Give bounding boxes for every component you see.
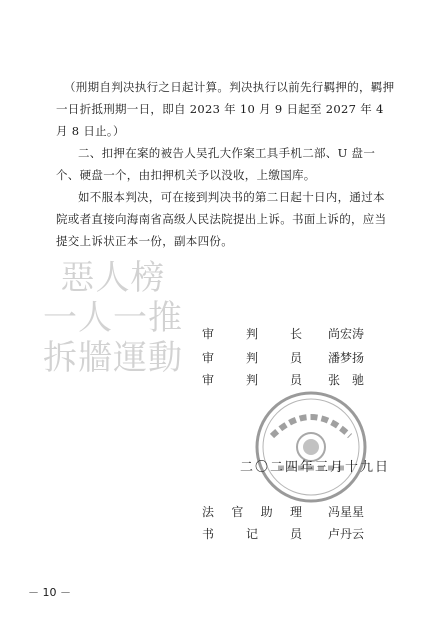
role-label (202, 524, 302, 544)
role-char: 判 (245, 373, 258, 387)
role-char: 长 (289, 327, 302, 341)
signer-name: 尚宏涛 (328, 327, 365, 341)
signer-name: 潘梦扬 (328, 351, 365, 365)
watermark-line-3: 拆牆運動 (43, 338, 183, 378)
signer-name: 张 驰 (328, 373, 365, 387)
role-char: 审 (202, 373, 215, 387)
watermark-line-2: 一人一推 (43, 298, 183, 338)
confiscation-paragraph: 二、扣押在案的被告人吴孔大作案工具手机二部、U 盘一个、硬盘一个，由扣押机关予以没收，上缴国库。 (56, 145, 376, 182)
role-char: 理 (289, 505, 302, 519)
role-label (202, 502, 302, 522)
role-char: 员 (289, 527, 302, 541)
role-char: 审 (202, 327, 215, 341)
signer-name: 冯星星 (328, 505, 365, 519)
role-char: 书 (202, 527, 215, 541)
appeal-paragraph: 如不服本判决，可在接到判决书的第二日起十日内，通过本院或者直接向海南省高级人民法院提出上诉。书面上诉的，应当提交上诉状正本一份，副本四份。 (56, 189, 387, 248)
role-char: 判 (245, 327, 258, 341)
role-char: 判 (245, 351, 258, 365)
signer-name: 卢丹云 (328, 527, 365, 541)
role-char: 法 (202, 505, 215, 519)
role-char: 助 (260, 505, 273, 519)
role-char: 官 (231, 505, 244, 519)
role-char: 员 (289, 351, 302, 365)
sentence-term-paragraph: （刑期自判决执行之日起计算。判决执行以前先行羁押的，羁押一日折抵刑期一日，即自 2023 年 10 月 9 日起至 2027 年 4 月 8 日止。） (56, 79, 395, 138)
role-char: 审 (202, 351, 215, 365)
role-char: 员 (289, 373, 302, 387)
page-number: － 10 － (28, 586, 71, 599)
role-label (202, 324, 302, 344)
court-seal-icon (252, 388, 370, 506)
judgment-date: 二〇二四年三月十九日 (240, 460, 391, 475)
role-label (202, 370, 302, 390)
role-char: 记 (245, 527, 258, 541)
role-label (202, 348, 302, 368)
watermark-line-1: 惡人榜 (60, 258, 166, 298)
